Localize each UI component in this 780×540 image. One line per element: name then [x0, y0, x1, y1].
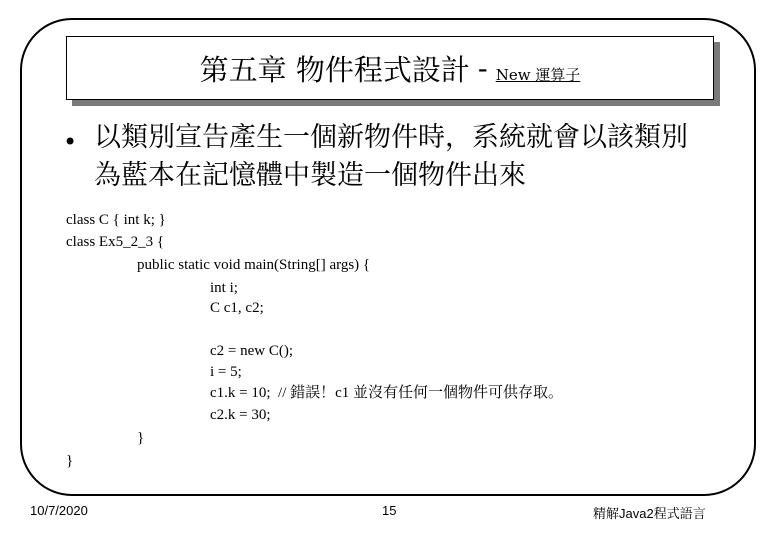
- code-line: c2 = new C();: [210, 343, 294, 359]
- footer-page-number: 15: [382, 503, 397, 518]
- code-line: i = 5;: [210, 364, 242, 380]
- code-line: }: [66, 453, 74, 469]
- code-line: public static void main(String[] args) {: [137, 257, 371, 273]
- footer-date: 10/7/2020: [30, 503, 88, 518]
- bullet-text: 以類別宣告產生一個新物件時，系統就會以該類別為藍本在記憶體中製造一個物件出來: [94, 122, 688, 191]
- code-line: class C { int k; }: [66, 212, 166, 228]
- slide-subtitle: New 運算子: [495, 65, 581, 84]
- code-line: }: [137, 430, 145, 446]
- code-line: C c1, c2;: [210, 300, 264, 316]
- code-line: c2.k = 30;: [210, 407, 271, 423]
- slide-title: 第五章 物件程式設計: [199, 52, 470, 87]
- code-line: int i;: [210, 280, 238, 296]
- bullet-icon: •: [63, 128, 78, 156]
- code-line: c1.k = 10; // 錯誤！c1 並沒有任何一個物件可供存取。: [210, 385, 564, 401]
- title-separator: -: [477, 51, 488, 85]
- footer-book-title: 精解Java2程式語言: [593, 506, 706, 521]
- code-line: class Ex5_2_3 {: [66, 234, 165, 250]
- title-box: [66, 36, 714, 100]
